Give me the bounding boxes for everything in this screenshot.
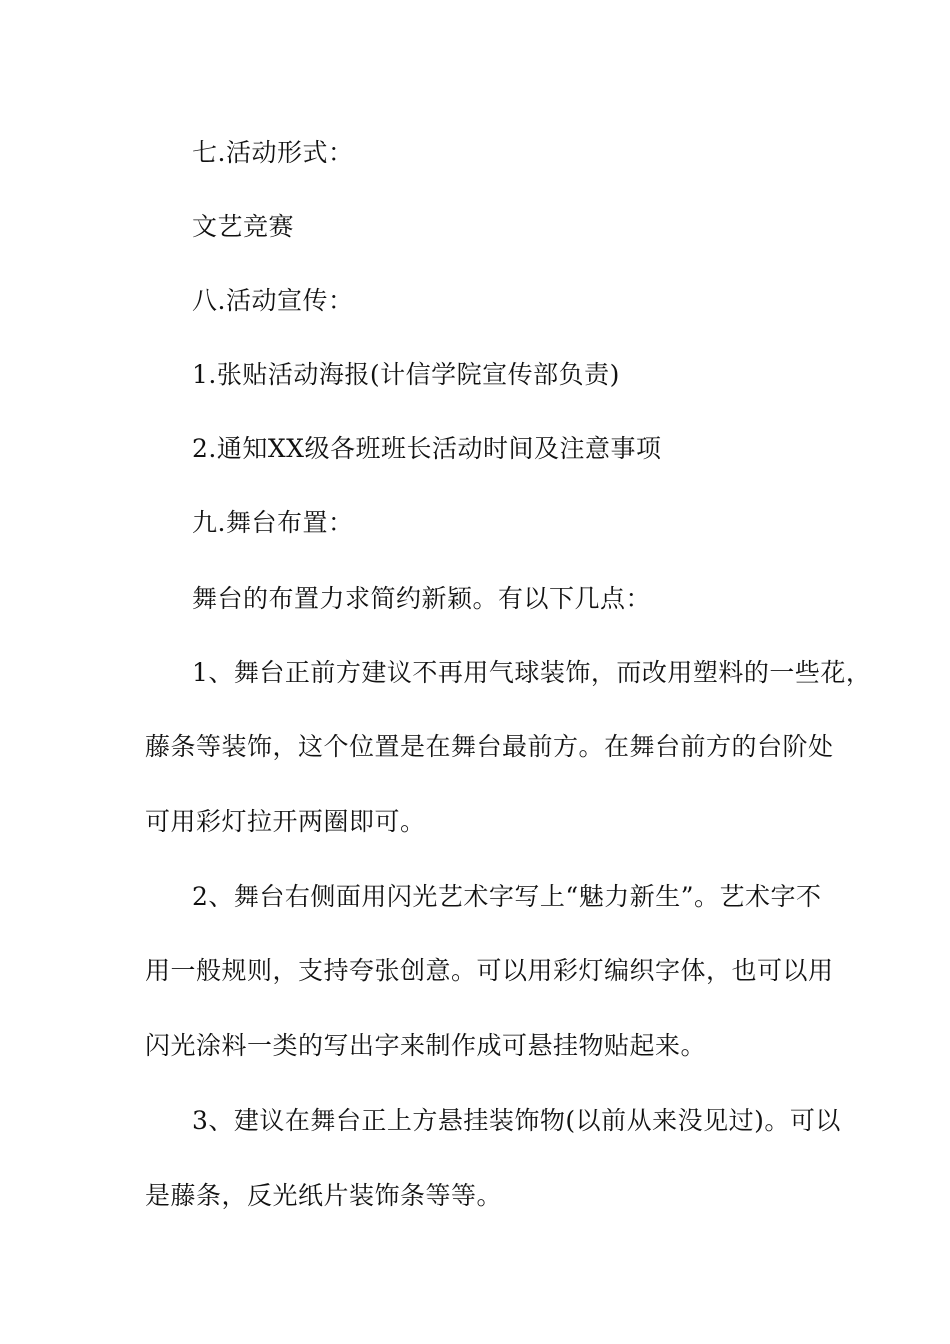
paragraph-line: 3、建议在舞台正上方悬挂装饰物(以前从来没见过)。可以 (192, 1106, 841, 1135)
paragraph-line: 闪光涂料一类的写出字来制作成可悬挂物贴起来。 (145, 1031, 707, 1060)
section-heading-publicity: 八.活动宣传： (192, 286, 354, 315)
paragraph-line: 2、舞台右侧面用闪光艺术字写上“魅力新生”。艺术字不 (192, 882, 822, 911)
section-heading-activity-format: 七.活动形式： (192, 138, 354, 167)
list-item: 2.通知XX级各班班长活动时间及注意事项 (192, 434, 662, 463)
list-item: 1.张贴活动海报(计信学院宣传部负责) (192, 360, 620, 389)
paragraph-line: 是藤条，反光纸片装饰条等等。 (145, 1181, 503, 1210)
paragraph-line: 藤条等装饰，这个位置是在舞台最前方。在舞台前方的台阶处 (145, 732, 834, 761)
paragraph-line: 文艺竞赛 (192, 212, 295, 241)
paragraph-line: 用一般规则，支持夸张创意。可以用彩灯编织字体，也可以用 (145, 956, 834, 985)
paragraph-line: 舞台的布置力求简约新颖。有以下几点： (192, 584, 652, 613)
paragraph-line: 1、舞台正前方建议不再用气球装饰，而改用塑料的一些花， (192, 658, 872, 687)
paragraph-line: 可用彩灯拉开两圈即可。 (145, 807, 426, 836)
section-heading-stage-layout: 九.舞台布置： (192, 508, 354, 537)
